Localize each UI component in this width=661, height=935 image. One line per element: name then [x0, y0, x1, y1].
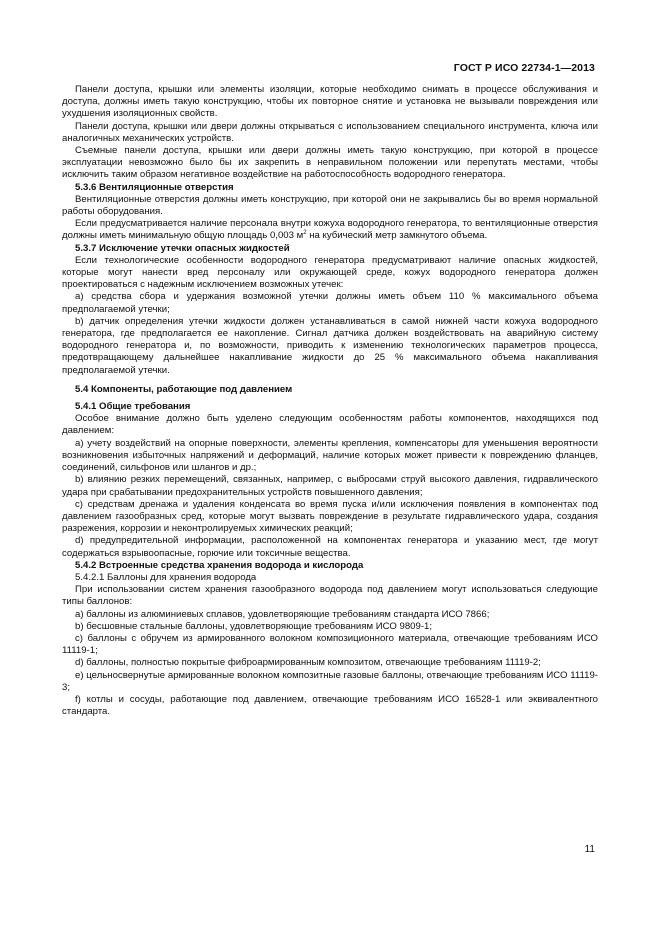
paragraph: Панели доступа, крышки или элементы изоляции, которые необходимо снимать в процессе обслуживания и доступа, должны иметь такую конструкцию, чтобы их повторное снятие и установка не вызывали повреждения или ухудшения изоляционных свойств.	[62, 84, 598, 120]
page-number: 11	[584, 844, 595, 855]
section-heading-5-4-2-1: 5.4.2.1 Баллоны для хранения водорода	[75, 571, 257, 583]
list-item: d) предупредительной информации, расположенной на компонентах генератора и указанию мест, где могут содержаться взрывоопасные, горючие или токсичные вещества.	[62, 535, 598, 559]
list-item: а) учету воздействий на опорные поверхности, элементы крепления, компенсаторы для уменьшения вероятности возникновения избыточных напряжений и деформаций, наличие которых может привести к повреждению фланцев, соединений, сильфонов или шлангов и др.;	[62, 437, 598, 474]
section-heading-5-3-6: 5.3.6 Вентиляционные отверстия	[75, 181, 234, 193]
document-id-header: ГОСТ Р ИСО 22734-1—2013	[453, 62, 595, 74]
section-heading-5-4: 5.4 Компоненты, работающие под давлением	[75, 383, 293, 395]
list-item: b) влиянию резких перемещений, связанных, например, с выбросами струй высокого давления, гидравлического удара при срабатывании предохранительных устройств повышенного давления;	[62, 474, 598, 498]
section-heading-5-3-7: 5.3.7 Исключение утечки опасных жидкостей	[75, 242, 290, 254]
paragraph: Панели доступа, крышки или двери должны открываться с использованием специального инструмента, ключа или аналогичных механических устройств.	[62, 120, 598, 144]
paragraph	[62, 218, 598, 242]
paragraph: При использовании систем хранения газообразного водорода под давлением могут использоваться следующие типы баллонов:	[62, 584, 598, 608]
paragraph: Если технологические особенности водородного генератора предусматривают наличие опасных жидкостей, которые могут нанести вред персоналу или окружающей среде, кожух водородного генератора должен проектироваться с надежным исключением возможных утечек:	[62, 254, 598, 291]
text-run: Если предусматривается наличие персонала внутри кожуха водородного генератора, то вентиляционные отверстия должны иметь минимальную общую площадь 0,003 м	[62, 218, 598, 242]
paragraph: Съемные панели доступа, крышки или двери должны иметь такую конструкцию, при которой в процессе эксплуатации невозможно было бы их закрепить в неправильном положении или перепутать местами, чтобы исключить таким образом негативное воздействие на работоспособность водородного генератора.	[62, 145, 598, 181]
list-item: а) средства сбора и удержания возможной утечки должны иметь объем 110 % максимального объема предполагаемой утечки;	[62, 291, 598, 315]
list-item: d) баллоны, полностью покрытые фиброармированным композитом, отвечающие требованиям 11119-2;	[75, 657, 541, 669]
list-item: b) бесшовные стальные баллоны, удовлетворяющие требованиям ИСО 9809-1;	[75, 620, 433, 632]
list-item: е) цельносвернутые армированные волокном композитные газовые баллоны, отвечающие требованиям ИСО 11119-3;	[62, 669, 598, 693]
list-item: b) датчик определения утечки жидкости должен устанавливаться в самой нижней части кожуха водородного генератора, где предполагается ее накопление. Сигнал датчика должен воздействовать на аварийную систему водородного генератора и, по возможности, приводить к изменению технологических параметров процесса, предотвращающему дальнейшее накапливание жидкости до 25 % максимального объема накапливания предполагаемой утечки.	[62, 315, 598, 376]
list-item: а) баллоны из алюминиевых сплавов, удовлетворяющие требованиям стандарта ИСО 7866;	[75, 608, 490, 620]
list-item: f) котлы и сосуды, работающие под давлением, отвечающие требованиям ИСО 16528-1 или эквивалентного стандарта.	[62, 693, 598, 718]
superscript: 2	[303, 230, 307, 237]
list-item: с) средствам дренажа и удаления конденсата во время пуска и/или исключения появления в компонентах под давлением газообразных сред, которые могут вызвать повреждение в результате гидравлического удара, создания разрежения, коррозии и неконтролируемых химических реакций;	[62, 498, 598, 535]
paragraph: Вентиляционные отверстия должны иметь конструкцию, при которой они не закрывались бы во время нормальной работы оборудования.	[62, 193, 598, 218]
section-heading-5-4-1: 5.4.1 Общие требования	[75, 401, 191, 413]
text-run: на кубический метр замкнутого объема.	[306, 230, 488, 242]
list-item: с) баллоны с обручем из армированного волокном композиционного материала, отвечающие требованиям ИСО 11119-1;	[62, 632, 598, 657]
paragraph: Особое внимание должно быть уделено следующим особенностям работы компонентов, находящихся под давлением:	[62, 413, 598, 437]
document-body	[62, 84, 598, 718]
section-heading-5-4-2: 5.4.2 Встроенные средства хранения водорода и кислорода	[75, 559, 364, 571]
